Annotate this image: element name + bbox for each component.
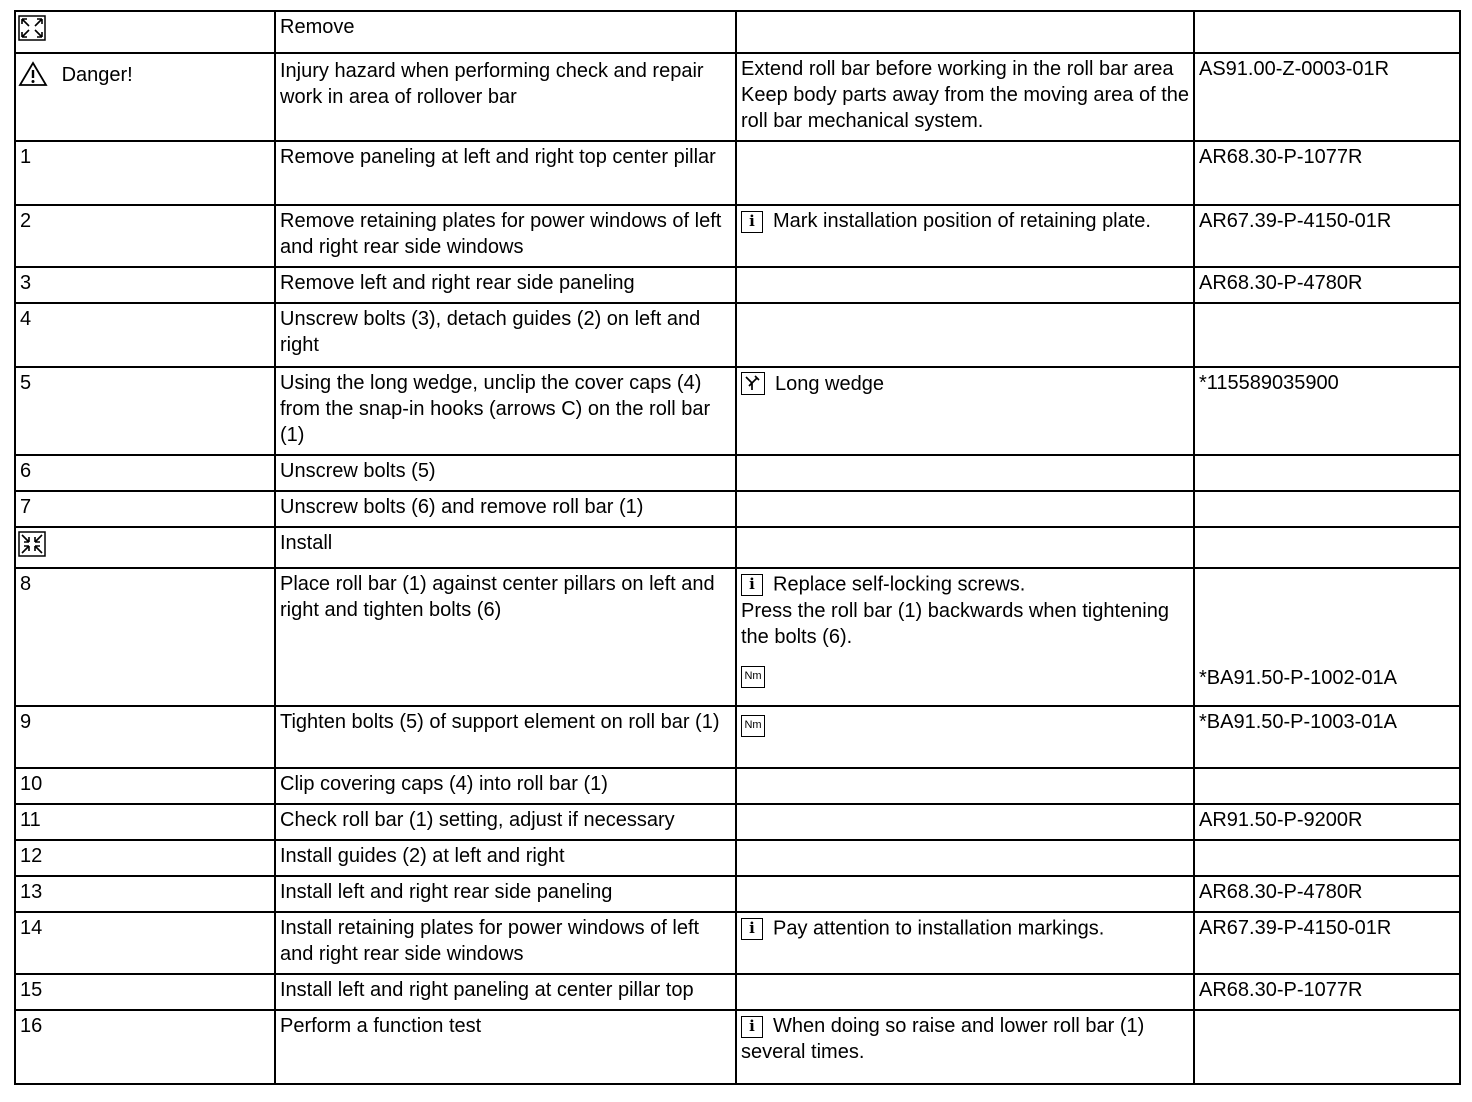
note-cell <box>736 267 1194 303</box>
table-row <box>15 568 1460 706</box>
table-row <box>15 205 1460 267</box>
reference-cell <box>1194 11 1460 53</box>
reference-cell <box>1194 768 1460 804</box>
note-cell <box>736 706 1194 768</box>
table-row <box>15 455 1460 491</box>
description-cell: Clip covering caps (4) into roll bar (1) <box>275 768 736 804</box>
reference-cell: AR68.30-P-4780R <box>1194 267 1460 303</box>
description-cell: Install <box>275 527 736 568</box>
step-number: 4 <box>15 303 275 367</box>
procedure-table <box>14 10 1461 1085</box>
table-row <box>15 303 1460 367</box>
note-cell <box>736 912 1194 974</box>
note-cell <box>736 840 1194 876</box>
description-cell: Perform a function test <box>275 1010 736 1084</box>
description-cell: Install left and right rear side paneling <box>275 876 736 912</box>
note-cell <box>736 804 1194 840</box>
warning-triangle-icon <box>18 61 48 87</box>
reference-cell <box>1194 568 1460 706</box>
installation-symbol-icon <box>18 531 46 557</box>
reference-cell <box>1194 527 1460 568</box>
description-cell: Remove retaining plates for power windows of left and right rear side windows <box>275 205 736 267</box>
step-number: 3 <box>15 267 275 303</box>
table-row <box>15 974 1460 1010</box>
table-row <box>15 912 1460 974</box>
table-row <box>15 706 1460 768</box>
reference-cell: AR67.39-P-4150-01R <box>1194 912 1460 974</box>
reference-cell: AR67.39-P-4150-01R <box>1194 205 1460 267</box>
note-cell <box>736 367 1194 455</box>
note-text: Pay attention to installation markings. <box>773 917 1105 940</box>
description-cell: Remove <box>275 11 736 53</box>
removal-symbol-icon <box>18 15 46 41</box>
description-cell: Install guides (2) at left and right <box>275 840 736 876</box>
note-cell <box>736 527 1194 568</box>
reference-text: *BA91.50-P-1002-01A <box>1199 667 1397 689</box>
info-icon: i <box>741 918 763 940</box>
description-cell: Remove paneling at left and right top center pillar <box>275 141 736 205</box>
info-icon: i <box>741 574 763 596</box>
table-row <box>15 876 1460 912</box>
table-row <box>15 53 1460 141</box>
reference-cell <box>1194 840 1460 876</box>
step-number: 5 <box>15 367 275 455</box>
step-cell <box>15 527 275 568</box>
description-cell: Place roll bar (1) against center pillars on left and right and tighten bolts (6) <box>275 568 736 706</box>
step-number: 2 <box>15 205 275 267</box>
step-number: 10 <box>15 768 275 804</box>
table-row <box>15 267 1460 303</box>
note-cell <box>736 303 1194 367</box>
table-row <box>15 367 1460 455</box>
danger-label: Danger! <box>61 64 133 86</box>
step-number: 13 <box>15 876 275 912</box>
step-cell <box>15 53 275 141</box>
note-text: When doing so raise and lower roll bar (1) several times. <box>741 1015 1145 1063</box>
description-cell: Tighten bolts (5) of support element on roll bar (1) <box>275 706 736 768</box>
reference-cell: *115589035900 <box>1194 367 1460 455</box>
step-number: 15 <box>15 974 275 1010</box>
table-row <box>15 11 1460 53</box>
step-number: 6 <box>15 455 275 491</box>
table-row <box>15 527 1460 568</box>
info-icon: i <box>741 211 763 233</box>
reference-cell: *BA91.50-P-1003-01A <box>1194 706 1460 768</box>
note-text: Mark installation position of retaining plate. <box>773 210 1151 232</box>
note-cell <box>736 768 1194 804</box>
tool-icon <box>741 372 765 395</box>
note-cell <box>736 205 1194 267</box>
reference-cell: AR68.30-P-1077R <box>1194 974 1460 1010</box>
table-row <box>15 768 1460 804</box>
description-cell: Unscrew bolts (3), detach guides (2) on left and right <box>275 303 736 367</box>
description-cell: Unscrew bolts (5) <box>275 455 736 491</box>
step-number: 11 <box>15 804 275 840</box>
description-cell: Check roll bar (1) setting, adjust if necessary <box>275 804 736 840</box>
step-number: 14 <box>15 912 275 974</box>
note-text: Long wedge <box>775 372 884 395</box>
torque-icon: Nm <box>741 666 765 688</box>
table-row <box>15 840 1460 876</box>
reference-cell <box>1194 455 1460 491</box>
table-row <box>15 491 1460 527</box>
step-number: 16 <box>15 1010 275 1084</box>
note-cell <box>736 568 1194 706</box>
reference-cell: AR68.30-P-1077R <box>1194 141 1460 205</box>
note-cell <box>736 491 1194 527</box>
note-cell <box>736 455 1194 491</box>
description-cell: Install left and right paneling at center pillar top <box>275 974 736 1010</box>
torque-icon: Nm <box>741 715 765 737</box>
table-row <box>15 1010 1460 1084</box>
reference-cell <box>1194 491 1460 527</box>
note-cell <box>736 1010 1194 1084</box>
note-cell <box>736 974 1194 1010</box>
note-cell: Extend roll bar before working in the roll bar area Keep body parts away from the moving area of the roll bar mechanical system. <box>736 53 1194 141</box>
step-number: 8 <box>15 568 275 706</box>
reference-cell: AR68.30-P-4780R <box>1194 876 1460 912</box>
note-cell <box>736 11 1194 53</box>
description-cell: Using the long wedge, unclip the cover caps (4) from the snap-in hooks (arrows C) on the roll bar (1) <box>275 367 736 455</box>
step-cell <box>15 11 275 53</box>
step-number: 1 <box>15 141 275 205</box>
description-cell: Remove left and right rear side paneling <box>275 267 736 303</box>
reference-cell: AR91.50-P-9200R <box>1194 804 1460 840</box>
table-row <box>15 141 1460 205</box>
description-cell: Unscrew bolts (6) and remove roll bar (1) <box>275 491 736 527</box>
description-cell: Install retaining plates for power windows of left and right rear side windows <box>275 912 736 974</box>
step-number: 12 <box>15 840 275 876</box>
reference-cell <box>1194 1010 1460 1084</box>
table-row <box>15 804 1460 840</box>
info-icon: i <box>741 1016 763 1038</box>
step-number: 7 <box>15 491 275 527</box>
note-extra-text: Press the roll bar (1) backwards when tightening the bolts (6). <box>741 599 1169 648</box>
note-cell <box>736 141 1194 205</box>
reference-cell: AS91.00-Z-0003-01R <box>1194 53 1460 141</box>
step-number: 9 <box>15 706 275 768</box>
description-cell: Injury hazard when performing check and repair work in area of rollover bar <box>275 53 736 141</box>
note-cell <box>736 876 1194 912</box>
note-text: Replace self-locking screws. <box>773 573 1026 596</box>
reference-cell <box>1194 303 1460 367</box>
